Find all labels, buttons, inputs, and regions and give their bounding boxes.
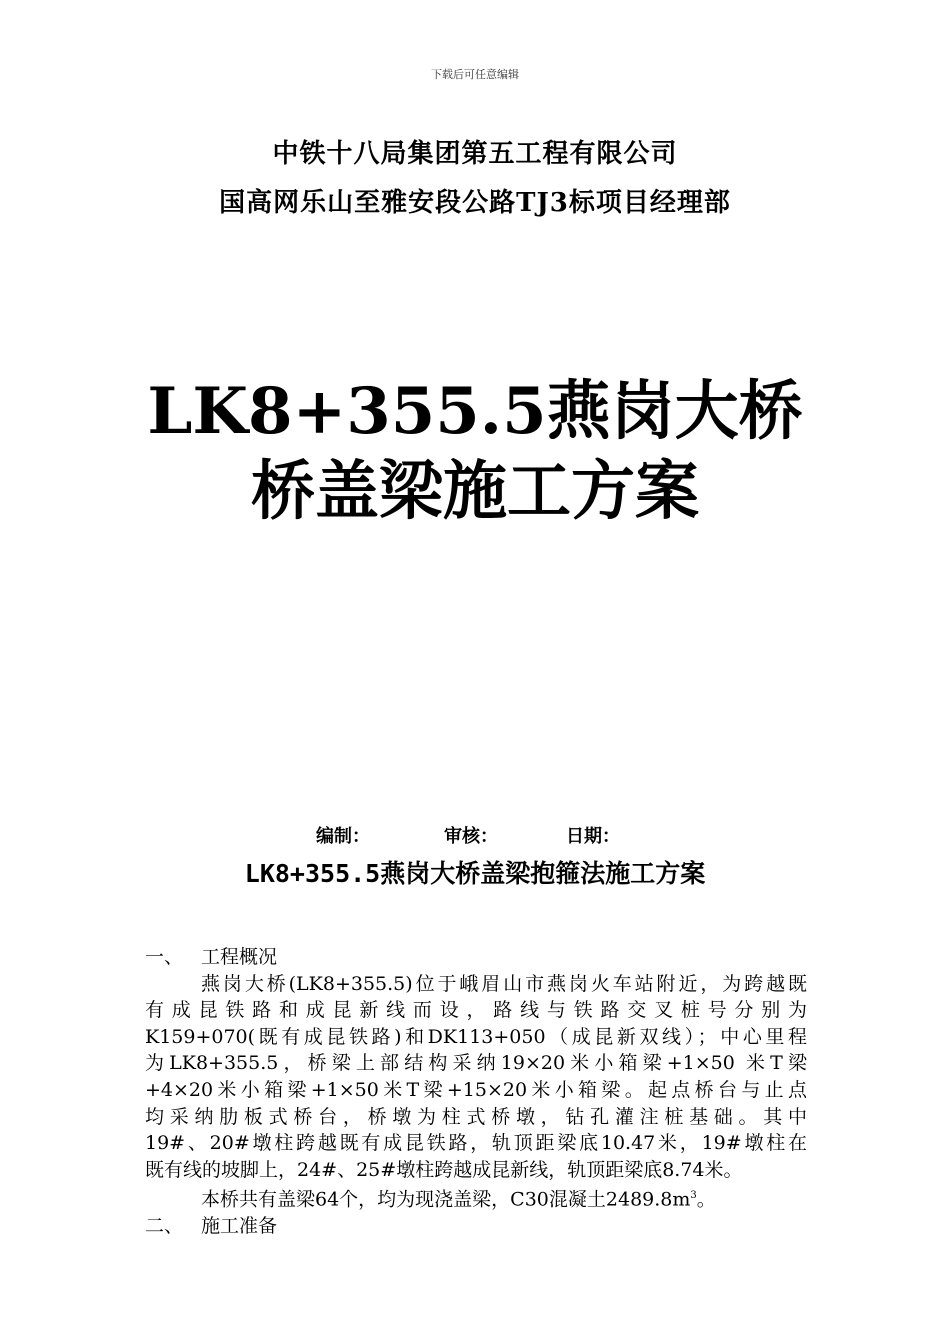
summary-text: 本桥共有盖梁64个，均为现浇盖梁，C30混凝土2489.8m bbox=[201, 1188, 691, 1211]
reviewer-label: 审核： bbox=[444, 826, 498, 847]
paragraph-line: 为LK8+355.5，桥梁上部结构采纳19×20米小箱梁+1×50 米T梁 bbox=[145, 1052, 807, 1075]
section-number: 一、 bbox=[145, 946, 184, 968]
paragraph-line: 既有线的坡脚上，24#、25#墩柱跨越成昆新线，轨顶距梁底8.74米。 bbox=[145, 1158, 743, 1181]
summary-superscript: 3 bbox=[690, 1190, 697, 1202]
editor-label: 编制： bbox=[316, 826, 370, 847]
overview-paragraph bbox=[145, 971, 807, 1184]
document-title-line2: 桥盖梁施工方案 bbox=[251, 454, 699, 529]
document-body bbox=[145, 944, 807, 1240]
section-number: 二、 bbox=[145, 1215, 184, 1238]
summary-end: 。 bbox=[696, 1188, 716, 1211]
summary-paragraph bbox=[145, 1183, 807, 1213]
paragraph-line: 均采纳肋板式桥台，桥墩为柱式桥墩，钻孔灌注桩基础。其中 bbox=[145, 1105, 807, 1128]
paragraph-line: 燕岗大桥(LK8+355.5)位于峨眉山市燕岗火车站附近，为跨越既 bbox=[201, 972, 807, 995]
section-title: 工程概况 bbox=[201, 946, 278, 968]
company-name: 中铁十八局集团第五工程有限公司 bbox=[272, 139, 678, 169]
page-header-note: 下载后可任意编辑 bbox=[431, 68, 519, 81]
date-label: 日期： bbox=[566, 826, 620, 847]
signature-row bbox=[316, 822, 620, 848]
paragraph-line: K159+070(既有成昆铁路)和DK113+050（成昆新双线）；中心里程 bbox=[145, 1025, 807, 1048]
project-department: 国高网乐山至雅安段公路TJ3标项目经理部 bbox=[219, 188, 731, 218]
section-heading-preparation bbox=[145, 1213, 807, 1240]
section-subtitle: LK8+355.5燕岗大桥盖梁抱箍法施工方案 bbox=[244, 859, 706, 888]
paragraph-line: 19#、20#墩柱跨越既有成昆铁路，轨顶距梁底10.47米，19#墩柱在 bbox=[145, 1132, 807, 1155]
section-heading-overview bbox=[145, 944, 807, 971]
paragraph-line: +4×20米小箱梁+1×50米T梁+15×20米小箱梁。起点桥台与止点 bbox=[145, 1078, 807, 1101]
paragraph-line: 有成昆铁路和成昆新线而设，路线与铁路交叉桩号分别为 bbox=[145, 999, 807, 1022]
section-title: 施工准备 bbox=[201, 1215, 278, 1238]
document-title-line1: LK8+355.5燕岗大桥 bbox=[147, 374, 803, 449]
